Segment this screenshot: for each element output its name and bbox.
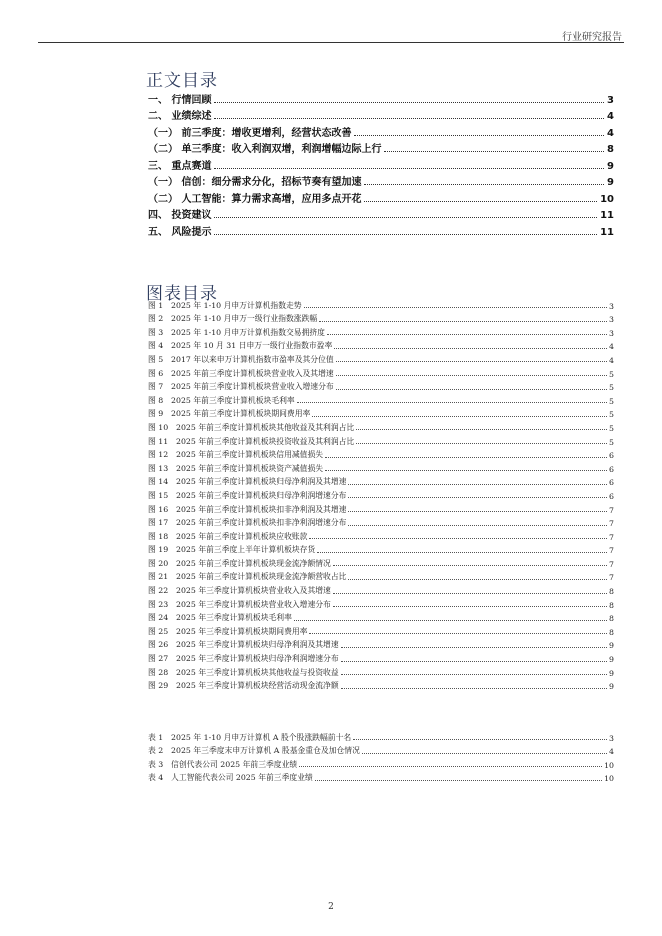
dot-leader (294, 620, 607, 621)
header-rule (38, 42, 624, 43)
table-entry-label: 表 3 信创代表公司 2025 年前三季度业绩 (148, 759, 298, 769)
figure-entry-label: 图 5 2017 年以来申万计算机指数市盈率及其分位值 (148, 354, 334, 364)
toc-entry-label: 二、 业绩综述 (148, 111, 212, 122)
figure-entry-label: 图 26 2025 年三季度计算机板块归母净利润及其增速 (148, 640, 339, 650)
figure-entry-label: 图 6 2025 年前三季度计算机板块营业收入及其增速 (148, 368, 334, 378)
dot-leader (348, 579, 607, 580)
dot-leader (341, 661, 607, 662)
figure-entry[interactable] (148, 379, 614, 393)
figure-entry-page: 6 (609, 478, 614, 488)
figure-entry-label: 图 10 2025 年前三季度计算机板块其他收益及其利润占比 (148, 422, 355, 432)
toc-title: 正文目录 (146, 71, 218, 91)
toc-entry[interactable] (148, 172, 614, 189)
figure-entry-label: 图 14 2025 年前三季度计算机板块归母净利润及其增速 (148, 477, 347, 487)
dot-leader (333, 565, 607, 566)
figure-entry[interactable] (148, 365, 614, 379)
figure-entry[interactable] (148, 555, 614, 569)
toc-entry-label: 三、 重点赛道 (148, 160, 212, 172)
figure-entry-label: 图 25 2025 年三季度计算机板块期间费用率 (148, 626, 308, 636)
figure-entry[interactable] (148, 569, 614, 583)
toc-entry-label: 四、 投资建议 (148, 210, 212, 221)
figure-entry-label: 图 18 2025 年前三季度计算机板块应收账款 (148, 531, 308, 541)
dot-leader (214, 168, 604, 169)
figure-entry-page: 9 (609, 641, 614, 651)
dot-leader (317, 552, 607, 553)
toc-entry[interactable] (148, 122, 614, 139)
page-number: 2 (328, 902, 334, 912)
table-entry-page: 4 (609, 747, 614, 757)
toc-entry-page: 11 (600, 210, 614, 221)
figure-entry-label: 图 11 2025 年前三季度计算机板块投资收益及其利润占比 (148, 436, 355, 446)
dot-leader (353, 739, 607, 740)
dot-leader (341, 674, 607, 675)
table-entry[interactable] (148, 770, 614, 784)
figure-entry-label: 图 21 2025 年前三季度计算机板块现金流净额营收占比 (148, 572, 347, 582)
figure-entry[interactable] (148, 338, 614, 352)
figure-entry-label: 图 17 2025 年前三季度计算机板块扣非净利润增速分布 (148, 518, 347, 528)
figure-entry[interactable] (148, 297, 614, 311)
figure-entry[interactable] (148, 623, 614, 637)
figure-entry[interactable] (148, 447, 614, 461)
toc-list (148, 89, 614, 238)
figure-entry-page: 3 (609, 315, 614, 325)
dot-leader (341, 647, 607, 648)
figure-entry[interactable] (148, 433, 614, 447)
dot-leader (348, 525, 607, 526)
figure-entry-page: 5 (609, 423, 614, 433)
figure-entry[interactable] (148, 678, 614, 692)
toc-entry[interactable] (148, 221, 614, 238)
figure-entry[interactable] (148, 487, 614, 501)
toc-entry-page: 11 (600, 226, 614, 238)
figure-entry-page: 8 (609, 614, 614, 624)
dot-leader (348, 497, 607, 498)
dot-leader (315, 780, 602, 781)
figure-entry-label: 图 20 2025 年前三季度计算机板块现金流净额情况 (148, 558, 331, 568)
dot-leader (333, 593, 607, 594)
page-header (0, 0, 662, 44)
dot-leader (325, 470, 607, 471)
figure-entry-label: 图 16 2025 年前三季度计算机板块扣非净利润及其增速 (148, 504, 347, 514)
figure-entry-label: 图 9 2025 年前三季度计算机板块期间费用率 (148, 409, 311, 419)
table-entry-label: 表 4 人工智能代表公司 2025 年前三季度业绩 (148, 773, 313, 783)
toc-entry[interactable] (148, 205, 614, 222)
figure-entry-label: 图 2 2025 年 1-10 月申万一级行业指数涨跌幅 (148, 314, 318, 324)
figure-entry[interactable] (148, 460, 614, 474)
figure-entry-label: 图 22 2025 年三季度计算机板块营业收入及其增速 (148, 586, 331, 596)
figure-entry-label: 图 13 2025 年前三季度计算机板块资产减值损失 (148, 463, 324, 473)
dot-leader (336, 389, 607, 390)
figure-entry[interactable] (148, 501, 614, 515)
figure-list (148, 297, 614, 691)
figure-entry[interactable] (148, 351, 614, 365)
figure-entry-page: 7 (609, 519, 614, 529)
figure-entry[interactable] (148, 324, 614, 338)
dot-leader (334, 348, 607, 349)
toc-entry-page: 4 (607, 111, 614, 122)
figure-entry-page: 8 (609, 587, 614, 597)
figure-entry-page: 5 (609, 410, 614, 420)
dot-leader (336, 375, 607, 376)
dot-leader (309, 633, 607, 634)
dot-leader (299, 766, 602, 767)
figure-entry[interactable] (148, 610, 614, 624)
figure-entry-label: 图 1 2025 年 1-10 月申万计算机指数走势 (148, 300, 302, 310)
figure-entry-page: 9 (609, 668, 614, 678)
toc-entry[interactable] (148, 106, 614, 123)
dot-leader (354, 135, 604, 136)
figure-entry[interactable] (148, 664, 614, 678)
toc-entry-page: 4 (607, 127, 614, 139)
dot-leader (348, 511, 607, 512)
figure-entry-label: 图 23 2025 年三季度计算机板块营业收入增速分布 (148, 599, 331, 609)
toc-entry-page: 8 (607, 144, 614, 155)
toc-entry-page: 3 (607, 94, 614, 106)
table-entry-page: 10 (604, 760, 614, 770)
table-entry[interactable] (148, 756, 614, 770)
table-list (148, 729, 614, 783)
toc-entry-page: 10 (600, 193, 614, 205)
figure-entry[interactable] (148, 392, 614, 406)
toc-entry-label: （二） 单三季度：收入利润双增，利润增幅边际上行 (148, 144, 382, 155)
figure-entry-label: 图 24 2025 年三季度计算机板块毛利率 (148, 613, 292, 623)
figure-entry-page: 4 (609, 355, 614, 365)
figure-entry-page: 6 (609, 464, 614, 474)
figure-entry[interactable] (148, 406, 614, 420)
dot-leader (297, 402, 607, 403)
figure-entry-page: 5 (609, 383, 614, 393)
dot-leader (214, 234, 597, 235)
figure-entry-page: 9 (609, 682, 614, 692)
figure-entry-page: 8 (609, 627, 614, 637)
figure-entry[interactable] (148, 650, 614, 664)
figure-entry-page: 5 (609, 369, 614, 379)
figure-entry-page: 7 (609, 532, 614, 542)
dot-leader (364, 184, 604, 185)
dot-leader (356, 443, 607, 444)
figure-entry-page: 7 (609, 559, 614, 569)
dot-leader (319, 321, 607, 322)
figure-entry[interactable] (148, 637, 614, 651)
figure-entry[interactable] (148, 542, 614, 556)
dot-leader (214, 118, 604, 119)
table-entry-label: 表 2 2025 年三季度末申万计算机 A 股基金重仓及加仓情况 (148, 746, 360, 756)
dot-leader (384, 151, 604, 152)
figures-title: 图表目录 (146, 284, 218, 304)
table-entry-label: 表 1 2025 年 1-10 月申万计算机 A 股个股涨跌幅前十名 (148, 732, 352, 742)
dot-leader (304, 307, 607, 308)
figure-entry-page: 6 (609, 451, 614, 461)
toc-entry-label: 一、 行情回顾 (148, 94, 212, 106)
figure-entry[interactable] (148, 515, 614, 529)
figure-entry[interactable] (148, 419, 614, 433)
table-entry-page: 10 (604, 774, 614, 784)
dot-leader (341, 688, 607, 689)
figure-entry-label: 图 28 2025 年三季度计算机板块其他收益与投资收益 (148, 667, 339, 677)
figure-entry-label: 图 8 2025 年前三季度计算机板块毛利率 (148, 395, 295, 405)
header-label: 行业研究报告 (562, 32, 622, 43)
figure-entry[interactable] (148, 311, 614, 325)
figure-entry-page: 3 (609, 328, 614, 338)
figure-entry-page: 7 (609, 573, 614, 583)
dot-leader (364, 201, 597, 202)
table-entry-page: 3 (609, 733, 614, 743)
toc-entry-label: （二） 人工智能：算力需求高增，应用多点开花 (148, 193, 362, 205)
toc-entry-label: （一） 信创：细分需求分化，招标节奏有望加速 (148, 177, 362, 188)
dot-leader (214, 217, 597, 218)
toc-entry[interactable] (148, 89, 614, 106)
figure-entry-label: 图 7 2025 年前三季度计算机板块营业收入增速分布 (148, 382, 334, 392)
dot-leader (214, 102, 604, 103)
figure-entry-label: 图 27 2025 年三季度计算机板块归母净利润增速分布 (148, 654, 339, 664)
dot-leader (312, 416, 607, 417)
figure-entry-label: 图 12 2025 年前三季度计算机板块信用减值损失 (148, 450, 324, 460)
figure-entry[interactable] (148, 596, 614, 610)
dot-leader (362, 753, 607, 754)
figure-entry-page: 6 (609, 491, 614, 501)
toc-entry[interactable] (148, 139, 614, 156)
dot-leader (309, 538, 607, 539)
table-entry[interactable] (148, 743, 614, 757)
figure-entry-label: 图 3 2025 年 1-10 月申万计算机指数交易拥挤度 (148, 327, 325, 337)
figure-entry-label: 图 19 2025 年前三季度上半年计算机板块存货 (148, 545, 316, 555)
toc-entry[interactable] (148, 188, 614, 205)
figure-entry[interactable] (148, 528, 614, 542)
dot-leader (348, 484, 607, 485)
figure-entry[interactable] (148, 474, 614, 488)
figure-entry-page: 7 (609, 505, 614, 515)
dot-leader (356, 429, 607, 430)
toc-entry-label: 五、 风险提示 (148, 226, 212, 238)
figure-entry[interactable] (148, 582, 614, 596)
figure-entry-page: 8 (609, 600, 614, 610)
toc-entry[interactable] (148, 155, 614, 172)
figure-entry-page: 5 (609, 396, 614, 406)
figure-entry-label: 图 4 2025 年 10 月 31 日申万一级行业指数市盈率 (148, 341, 333, 351)
dot-leader (333, 606, 607, 607)
figure-entry-page: 9 (609, 655, 614, 665)
figure-entry-page: 4 (609, 342, 614, 352)
toc-entry-label: （一） 前三季度：增收更增利，经营状态改善 (148, 127, 352, 139)
figure-entry-label: 图 15 2025 年前三季度计算机板块归母净利润增速分布 (148, 490, 347, 500)
figure-entry-label: 图 29 2025 年三季度计算机板块经营活动现金流净额 (148, 681, 339, 691)
toc-entry-page: 9 (607, 160, 614, 172)
dot-leader (325, 457, 607, 458)
figure-entry-page: 5 (609, 437, 614, 447)
figure-entry-page: 7 (609, 546, 614, 556)
dot-leader (336, 361, 607, 362)
table-entry[interactable] (148, 729, 614, 743)
toc-entry-page: 9 (607, 177, 614, 188)
figure-entry-page: 3 (609, 301, 614, 311)
dot-leader (327, 334, 607, 335)
